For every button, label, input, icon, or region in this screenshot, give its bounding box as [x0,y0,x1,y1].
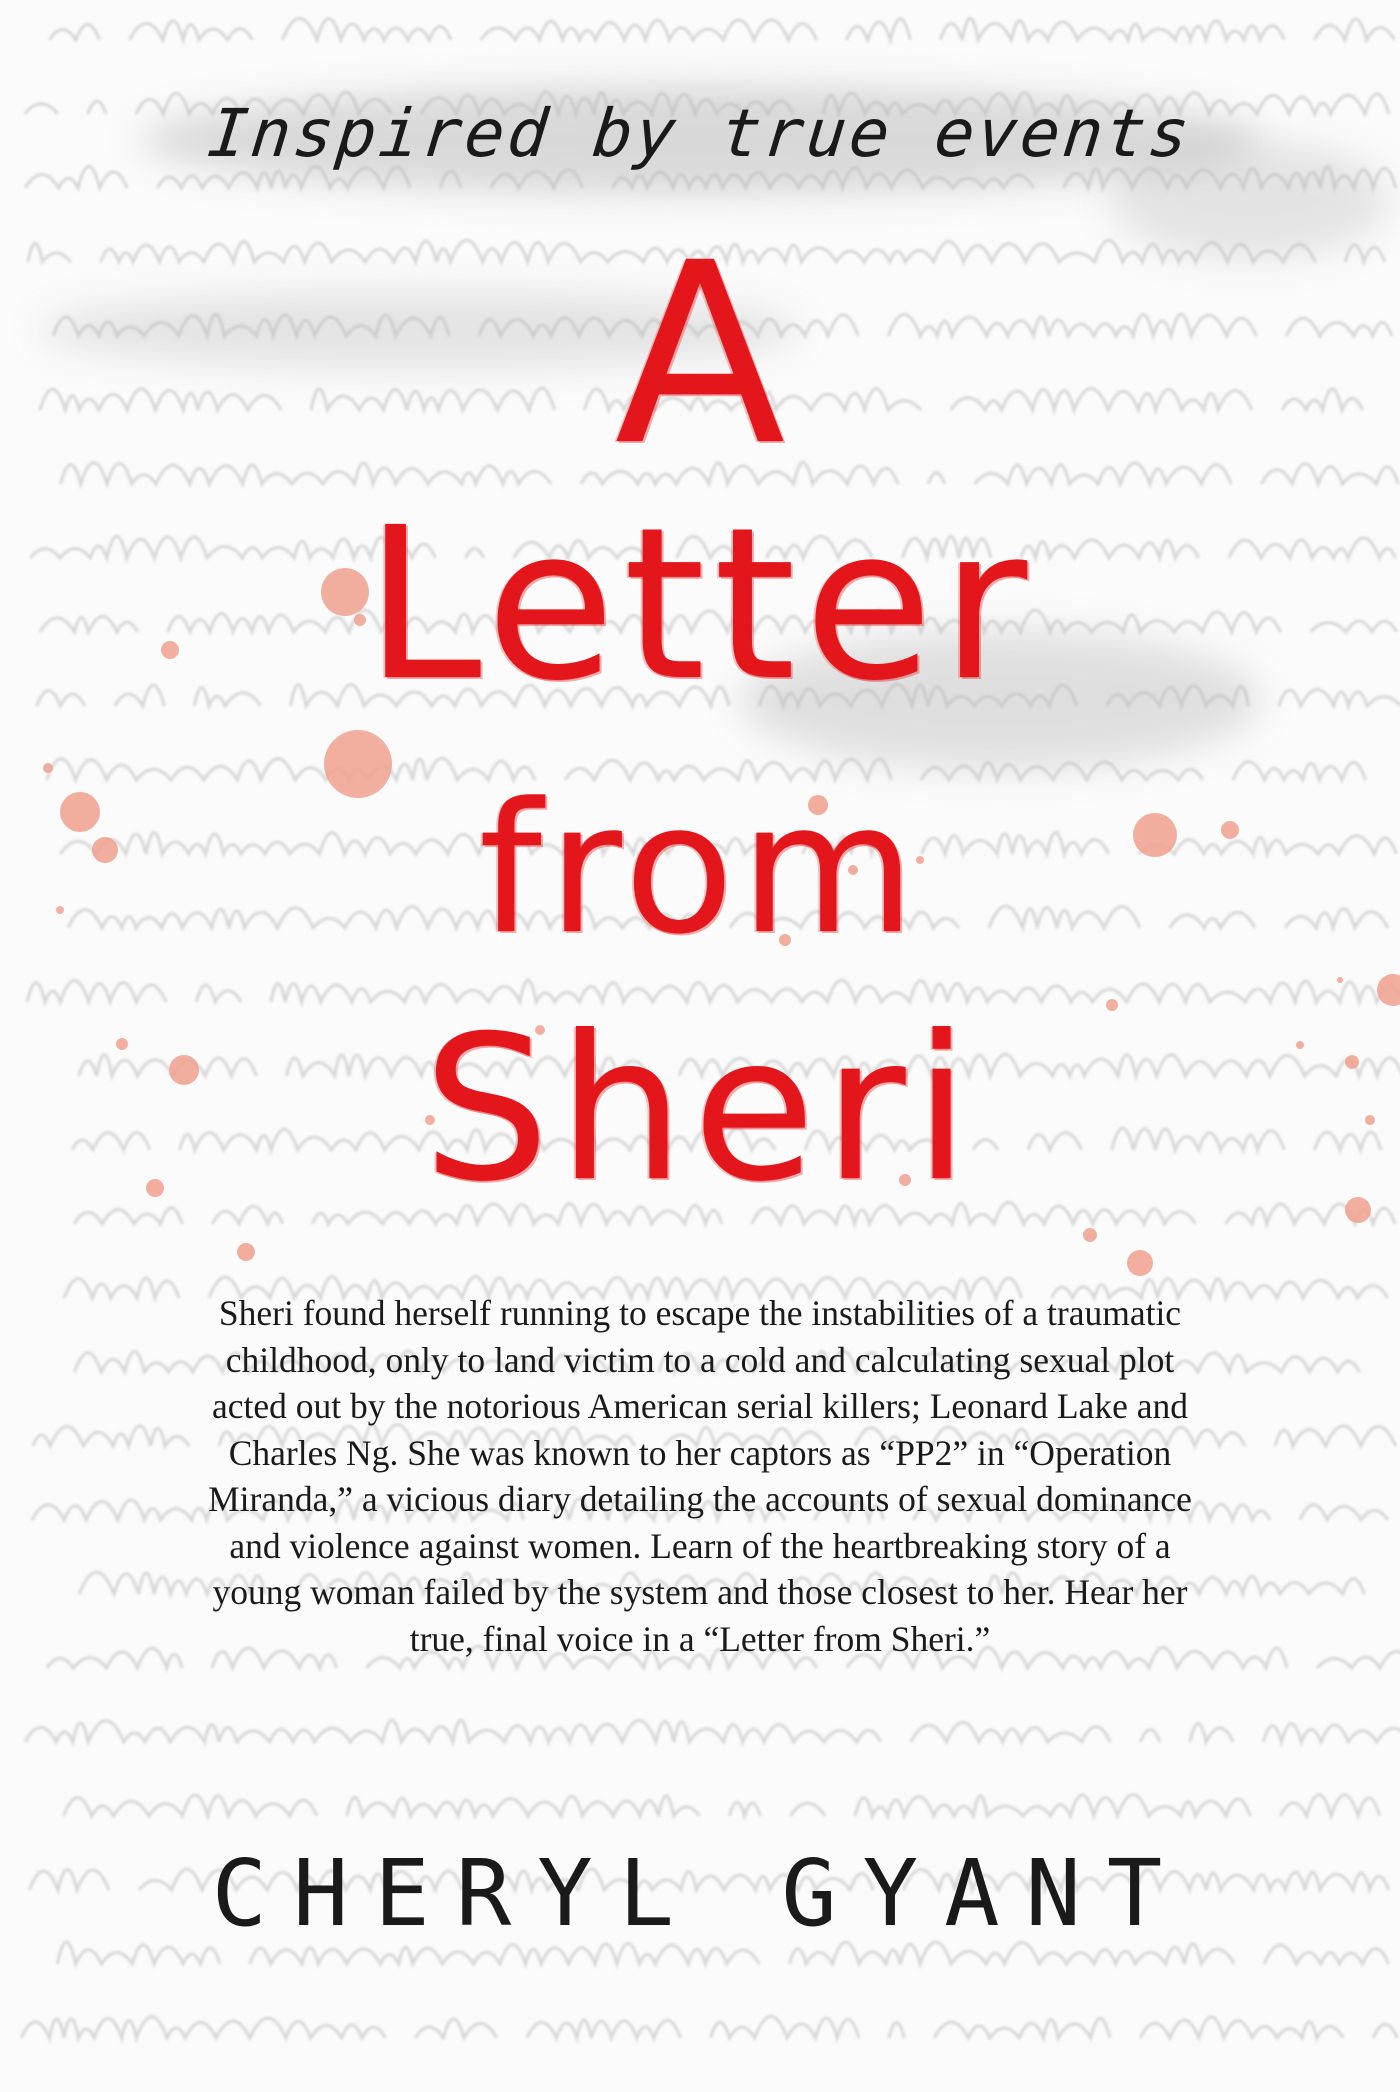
splatter-drop [1083,1228,1097,1242]
title-word-sheri: Sheri [422,993,978,1226]
splatter-drop [1127,1250,1153,1276]
splatter-drop [1337,977,1343,983]
splatter-drop [237,1243,255,1261]
tagline: Inspired by true events [204,95,1196,172]
back-cover-blurb: Sheri found herself running to escape the instabilities of a traumatic childhood, only to land victim to a cold and calculating sexual plot acted out by the notorious American serial killers; Leonard Lake and Charles Ng. She was known to her captors as “PP2” in “Operation Miranda,” a vicious diary detailing the accounts of sexual dominance and violence against women. Learn of the heartbreaking story of a young woman failed by the system and those closest to her. Hear her true, final voice in a “Letter from Sheri.” [208,1293,1192,1659]
splatter-drop [43,763,53,773]
title-word-from: from [478,765,922,974]
title-word-a: A [614,209,786,500]
title-word-letter: Letter [364,482,1036,727]
splatter-drop [1377,974,1400,1006]
author-name: CHERYL GYANT [211,1840,1189,1947]
